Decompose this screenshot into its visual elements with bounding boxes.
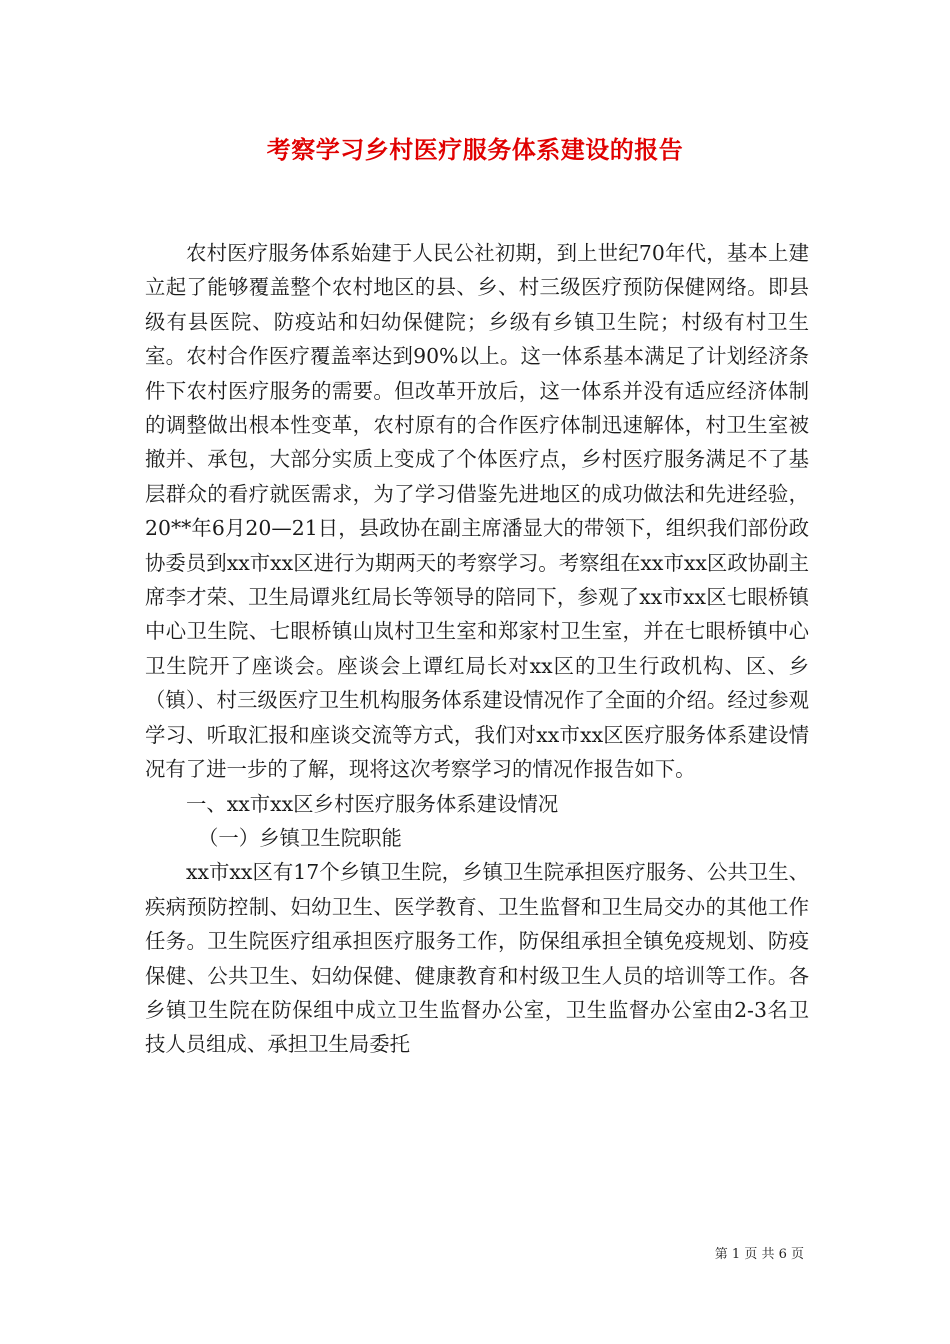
document-body	[145, 236, 809, 1062]
section-heading: 一、xx市xx区乡村医疗服务体系建设情况	[186, 791, 559, 816]
functions-paragraph: xx市xx区有17个乡镇卫生院，乡镇卫生院承担医疗服务、公共卫生、疾病预防控制、妇幼卫生、医学教育、卫生监督和卫生局交办的其他工作任务。卫生院医疗组承担医疗服务工作，防保组承担全镇免疫规划、防疫保健、公共卫生、妇幼保健、健康教育和村级卫生人员的培训等工作。各乡镇卫生院在防保组中成立卫生监督办公室，卫生监督办公室由2-3名卫技人员组成、承担卫生局委托	[145, 860, 809, 1057]
intro-paragraph: 农村医疗服务体系始建于人民公社初期，到上世纪70年代，基本上建立起了能够覆盖整个农村地区的县、乡、村三级医疗预防保健网络。即县级有县医院、防疫站和妇幼保健院；乡级有乡镇卫生院；村级有村卫生室。农村合作医疗覆盖率达到90%以上。这一体系基本满足了计划经济条件下农村医疗服务的需要。但改革开放后，这一体系并没有适应经济体制的调整做出根本性变革，农村原有的合作医疗体制迅速解体，村卫生室被撤并、承包，大部分实质上变成了个体医疗点，乡村医疗服务满足不了基层群众的看疗就医需求，为了学习借鉴先进地区的成功做法和先进经验，20**年6月20—21日，县政协在副主席潘显大的带领下，组织我们部份政协委员到xx市xx区进行为期两天的考察学习。考察组在xx市xx区政协副主席李才荣、卫生局谭兆红局长等领导的陪同下，参观了xx市xx区七眼桥镇中心卫生院、七眼桥镇山岚村卫生室和郑家村卫生室，并在七眼桥镇中心卫生院开了座谈会。座谈会上谭红局长对xx区的卫生行政机构、区、乡（镇）、村三级医疗卫生机构服务体系建设情况作了全面的介绍。经过参观学习、听取汇报和座谈交流等方式，我们对xx市xx区医疗服务体系建设情况有了进一步的了解，现将这次考察学习的情况作报告如下。	[145, 241, 809, 782]
document-title: 考察学习乡村医疗服务体系建设的报告	[266, 135, 684, 164]
subsection-heading: （一）乡镇卫生院职能	[198, 825, 402, 850]
page-number-footer: 第 1 页 共 6 页	[714, 1247, 804, 1262]
